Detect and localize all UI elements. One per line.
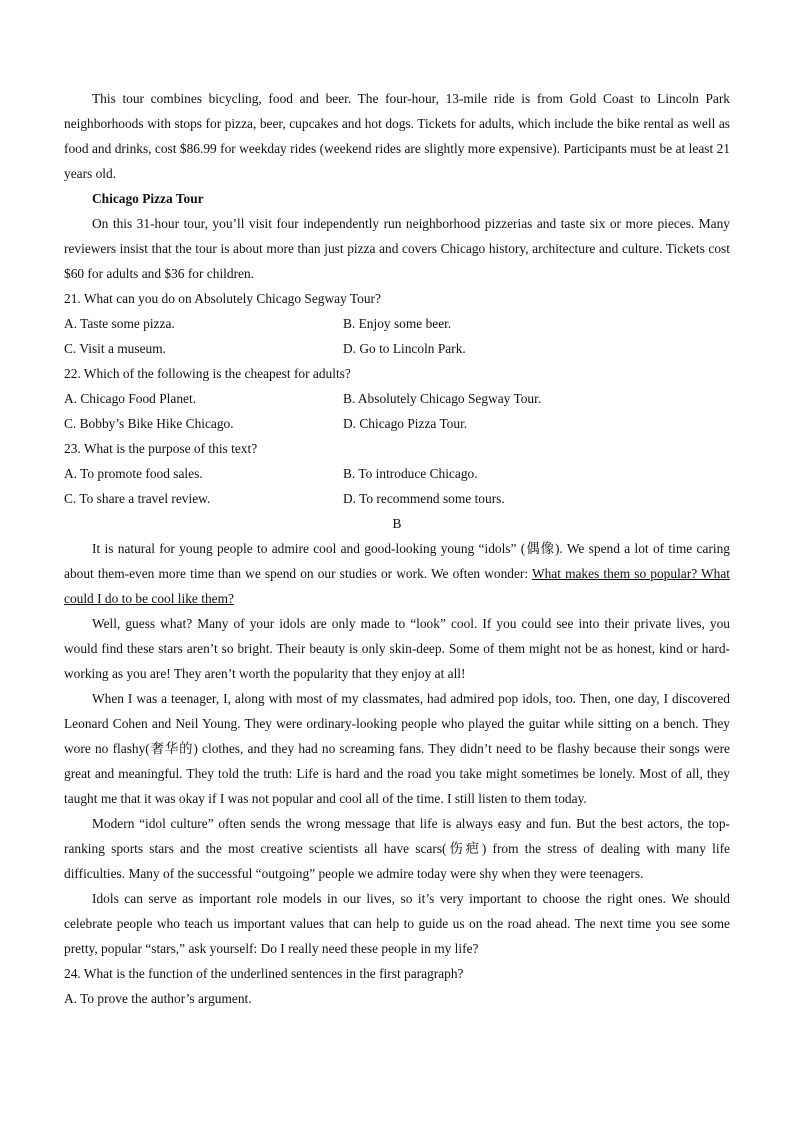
underlined-sentences: What makes them so popular? What could I do to be cool like them? — [64, 566, 730, 606]
option-d: D. Go to Lincoln Park. — [343, 341, 466, 356]
question-stem: 22. Which of the following is the cheapest for adults? — [64, 366, 351, 381]
pizza-tour-title: Chicago Pizza Tour — [92, 191, 204, 206]
section-b-heading: B — [392, 516, 402, 531]
document-page — [64, 86, 730, 1011]
option-c: C. To share a travel review. — [64, 491, 211, 506]
options-row — [64, 336, 730, 361]
option-b: B. Absolutely Chicago Segway Tour. — [343, 391, 542, 406]
passage-b-paragraph-3: When I was a teenager, I, along with most of my classmates, had admired pop idols, too. Then, one day, I discovered Leonard Cohen and Neil Young. They were ordinary-looking people who played the guitar while sitting on a bench. They wore no flashy(奢华的) clothes, and they had no screaming fans. They didn’t need to be flashy because their songs were great and meaningful. They told the truth: Life is hard and the road you take might sometimes be lonely. Most of all, they taught me that it was okay if I was not popular and cool all of the time. I still listen to them today. — [64, 691, 730, 806]
question-stem: 21. What can you do on Absolutely Chicago Segway Tour? — [64, 291, 381, 306]
options-row — [64, 386, 730, 411]
question-21 — [64, 286, 730, 361]
intro-paragraph: This tour combines bicycling, food and beer. The four-hour, 13-mile ride is from Gold Coast to Lincoln Park neighborhoods with stops for pizza, beer, cupcakes and hot dogs. Tickets for adults, which include the bike rental as well as food and drinks, cost $86.99 for weekday rides (weekend rides are slightly more expensive). Participants must be at least 21 years old. — [64, 91, 730, 181]
paragraph-text: It is natural for young people to admire cool and good-looking young “idols” (偶像). We spend a lot of time caring about them-even more time than we spend on our studies or work. We often wonder: — [64, 541, 730, 581]
passage-b-paragraph-4: Modern “idol culture” often sends the wrong message that life is always easy and fun. But the best actors, the top-ranking sports stars and the most creative scientists all have scars(伤疤) from the stress of dealing with many life difficulties. Many of the successful “outgoing” people we admire today were shy when they were teenagers. — [64, 816, 730, 881]
option-c: C. Visit a museum. — [64, 341, 166, 356]
option-c: C. Bobby’s Bike Hike Chicago. — [64, 416, 234, 431]
options-row — [64, 311, 730, 336]
option-b: B. To introduce Chicago. — [343, 466, 478, 481]
question-stem: 23. What is the purpose of this text? — [64, 441, 258, 456]
question-24-option-a: A. To prove the author’s argument. — [64, 991, 252, 1006]
pizza-tour-paragraph: On this 31-hour tour, you’ll visit four independently run neighborhood pizzerias and taste six or more pieces. Many reviewers insist that the tour is about more than just pizza and covers Chicago history, architecture and culture. Tickets cost $60 for adults and $36 for children. — [64, 216, 730, 281]
options-row — [64, 411, 730, 436]
option-d: D. Chicago Pizza Tour. — [343, 416, 468, 431]
passage-b-paragraph-1 — [64, 536, 730, 611]
option-a: A. Taste some pizza. — [64, 316, 175, 331]
options-row — [64, 486, 730, 511]
passage-b-paragraph-5: Idols can serve as important role models in our lives, so it’s very important to choose the right ones. We should celebrate people who teach us important values that can help to guide us on the road ahead. The next time you see some pretty, popular “stars,” ask yourself: Do I really need these people in my life? — [64, 891, 730, 956]
passage-b-paragraph-2: Well, guess what? Many of your idols are only made to “look” cool. If you could see into their private lives, you would find these stars aren’t so bright. Their beauty is only skin-deep. Some of them might not be as honest, kind or hard-working as you are! They aren’t worth the popularity that they enjoy at all! — [64, 616, 730, 681]
option-a: A. Chicago Food Planet. — [64, 391, 197, 406]
option-d: D. To recommend some tours. — [343, 491, 505, 506]
options-row — [64, 461, 730, 486]
question-24-stem: 24. What is the function of the underlined sentences in the first paragraph? — [64, 966, 464, 981]
option-a: A. To promote food sales. — [64, 466, 203, 481]
option-b: B. Enjoy some beer. — [343, 316, 452, 331]
question-23 — [64, 436, 730, 511]
question-22 — [64, 361, 730, 436]
